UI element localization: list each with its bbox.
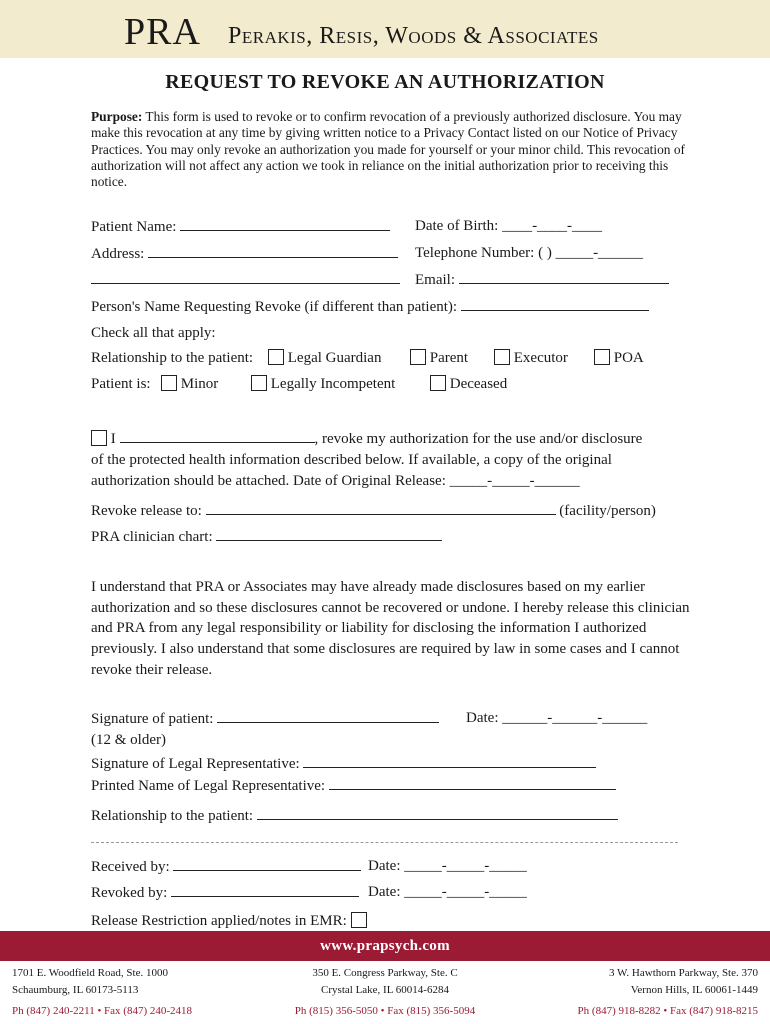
deceased-checkbox[interactable] [430,375,446,391]
received-date-field[interactable]: Date: _____-_____-_____ [368,858,527,874]
patient-name-field[interactable] [180,217,390,231]
emr-checkbox[interactable] [351,912,367,928]
revoke-release-label: Revoke release to: [91,503,202,519]
revoke-i: I [110,431,116,447]
rep-printed-label: Printed Name of Legal Representative: [91,778,326,794]
parent-checkbox[interactable] [410,349,426,365]
patient-name-label: Patient Name: [91,219,177,235]
purpose-paragraph [91,109,691,190]
rep-relationship-row [91,806,618,825]
rep-signature-label: Signature of Legal Representative: [91,756,300,772]
revoke-release-row [91,501,656,520]
office-use-divider [91,842,678,843]
minor-option[interactable] [161,375,218,393]
address-label: Address: [91,246,145,262]
rep-signature-field[interactable] [303,754,596,768]
patient-name-row [91,217,390,236]
location-city: Schaumburg, IL 60173-5113 [12,984,139,996]
location-schaumburg [12,965,192,1020]
legal-guardian-option[interactable] [268,349,381,367]
patient-date-field[interactable]: Date: ______-______-______ [466,710,648,726]
location-city: Vernon Hills, IL 60061-1449 [630,984,758,996]
email-field[interactable] [459,270,669,284]
received-by-row [91,857,361,876]
poa-option[interactable] [594,349,644,367]
poa-checkbox[interactable] [594,349,610,365]
poa-label: POA [613,350,644,366]
original-release-date[interactable]: authorization should be attached. Date of Original Release: _____-_____-______ [91,473,580,489]
form-title: REQUEST TO REVOKE AN AUTHORIZATION [165,71,605,93]
executor-label: Executor [513,350,568,366]
location-address: 350 E. Congress Parkway, Ste. C [312,967,458,979]
legal-guardian-checkbox[interactable] [268,349,284,365]
revoked-by-label: Revoked by: [91,885,168,901]
email-row [415,270,669,289]
patient-is-label: Patient is: [91,376,151,392]
location-vernon-hills [578,965,758,1020]
website-banner [0,931,770,961]
received-by-label: Received by: [91,859,170,875]
patient-signature-label: Signature of patient: [91,711,214,727]
website-link[interactable]: www.prapsych.com [320,938,450,954]
deceased-option[interactable] [430,375,507,393]
location-phone: Ph (847) 918-8282 • Fax (847) 918-8215 [577,1005,758,1017]
revoke-statement-row [91,429,642,448]
legal-guardian-label: Legal Guardian [287,350,382,366]
executor-option[interactable] [494,349,568,367]
requestor-row [91,297,649,316]
address-row [91,244,398,263]
logo-abbr: PRA [124,11,201,53]
firm-name: Perakis, Resis, Woods & Associates [228,23,599,49]
purpose-label: Purpose: [91,109,143,124]
location-phone: Ph (847) 240-2211 • Fax (847) 240-2418 [12,1005,193,1017]
rep-relationship-label: Relationship to the patient: [91,808,254,824]
location-address: 3 W. Hawthorn Parkway, Ste. 370 [609,967,758,979]
incompetent-option[interactable] [251,375,395,393]
emr-row [91,912,367,930]
address-line2-field[interactable] [91,270,400,284]
deceased-label: Deceased [449,376,508,392]
revoke-statement-text: , revoke my authorization for the use and/or disclosure [314,431,643,447]
facility-person-label: (facility/person) [559,503,656,519]
rep-printed-row [91,776,616,795]
minor-label: Minor [180,376,219,392]
patient-signature-row [91,709,439,728]
revoke-line2: of the protected health information described below. If available, a copy of the original [91,452,612,468]
rep-signature-row [91,754,596,773]
understanding-paragraph: I understand that PRA or Associates may have already made disclosures based on my earlier authorization and so these disclosures cannot be recovered or undone. I hereby release this clinician and PRA from any legal responsibility or liability for disclosing the information I authorized previously. I also understand that some disclosures are required by law in some cases and I cannot revoke their release. [91,579,690,678]
location-address: 1701 E. Woodfield Road, Ste. 1000 [12,967,168,979]
relationship-label: Relationship to the patient: [91,350,254,366]
incompetent-label: Legally Incompetent [270,376,396,392]
parent-label: Parent [429,350,469,366]
emr-label: Release Restriction applied/notes in EMR: [91,913,347,929]
check-all-label: Check all that apply: [91,325,216,341]
revoked-date-field[interactable]: Date: _____-_____-_____ [368,884,527,900]
requestor-field[interactable] [461,297,649,311]
clinician-chart-label: PRA clinician chart: [91,529,213,545]
address-line2-row [91,270,400,289]
age-note: (12 & older) [91,732,166,748]
incompetent-checkbox[interactable] [251,375,267,391]
executor-checkbox[interactable] [494,349,510,365]
revoked-by-row [91,883,359,902]
requestor-label: Person's Name Requesting Revoke (if different than patient): [91,299,458,315]
revoke-release-field[interactable] [206,501,556,515]
email-label: Email: [415,272,455,288]
rep-printed-field[interactable] [329,776,616,790]
dob-field[interactable]: Date of Birth: ____-____-____ [415,218,603,234]
clinician-chart-row [91,527,442,546]
location-crystal-lake [250,965,520,1020]
patient-signature-field[interactable] [217,709,439,723]
location-city: Crystal Lake, IL 60014-6284 [321,984,449,996]
revoked-by-field[interactable] [171,883,359,897]
revoke-checkbox[interactable] [91,430,107,446]
clinician-chart-field[interactable] [216,527,442,541]
location-phone: Ph (815) 356-5050 • Fax (815) 356-5094 [294,1005,476,1017]
rep-relationship-field[interactable] [257,806,618,820]
telephone-field[interactable]: Telephone Number: ( ) _____-______ [415,245,644,261]
relationship-row [91,349,253,367]
minor-checkbox[interactable] [161,375,177,391]
received-by-field[interactable] [173,857,361,871]
parent-option[interactable] [410,349,468,367]
letterhead [0,0,770,58]
revoker-name-field[interactable] [120,429,315,443]
purpose-text: This form is used to revoke or to confirm revocation of a previously authorized disclosure. You may make this revocation at any time by giving written notice to a Privacy Contact listed on our Notice of Privacy Practices. You may only revoke an authorization you made for yourself or your minor child. This revocation of authorization will not affect any action we took in reliance on the initial authorization prior to receiving this notice. [91,109,686,190]
address-field[interactable] [148,244,398,258]
